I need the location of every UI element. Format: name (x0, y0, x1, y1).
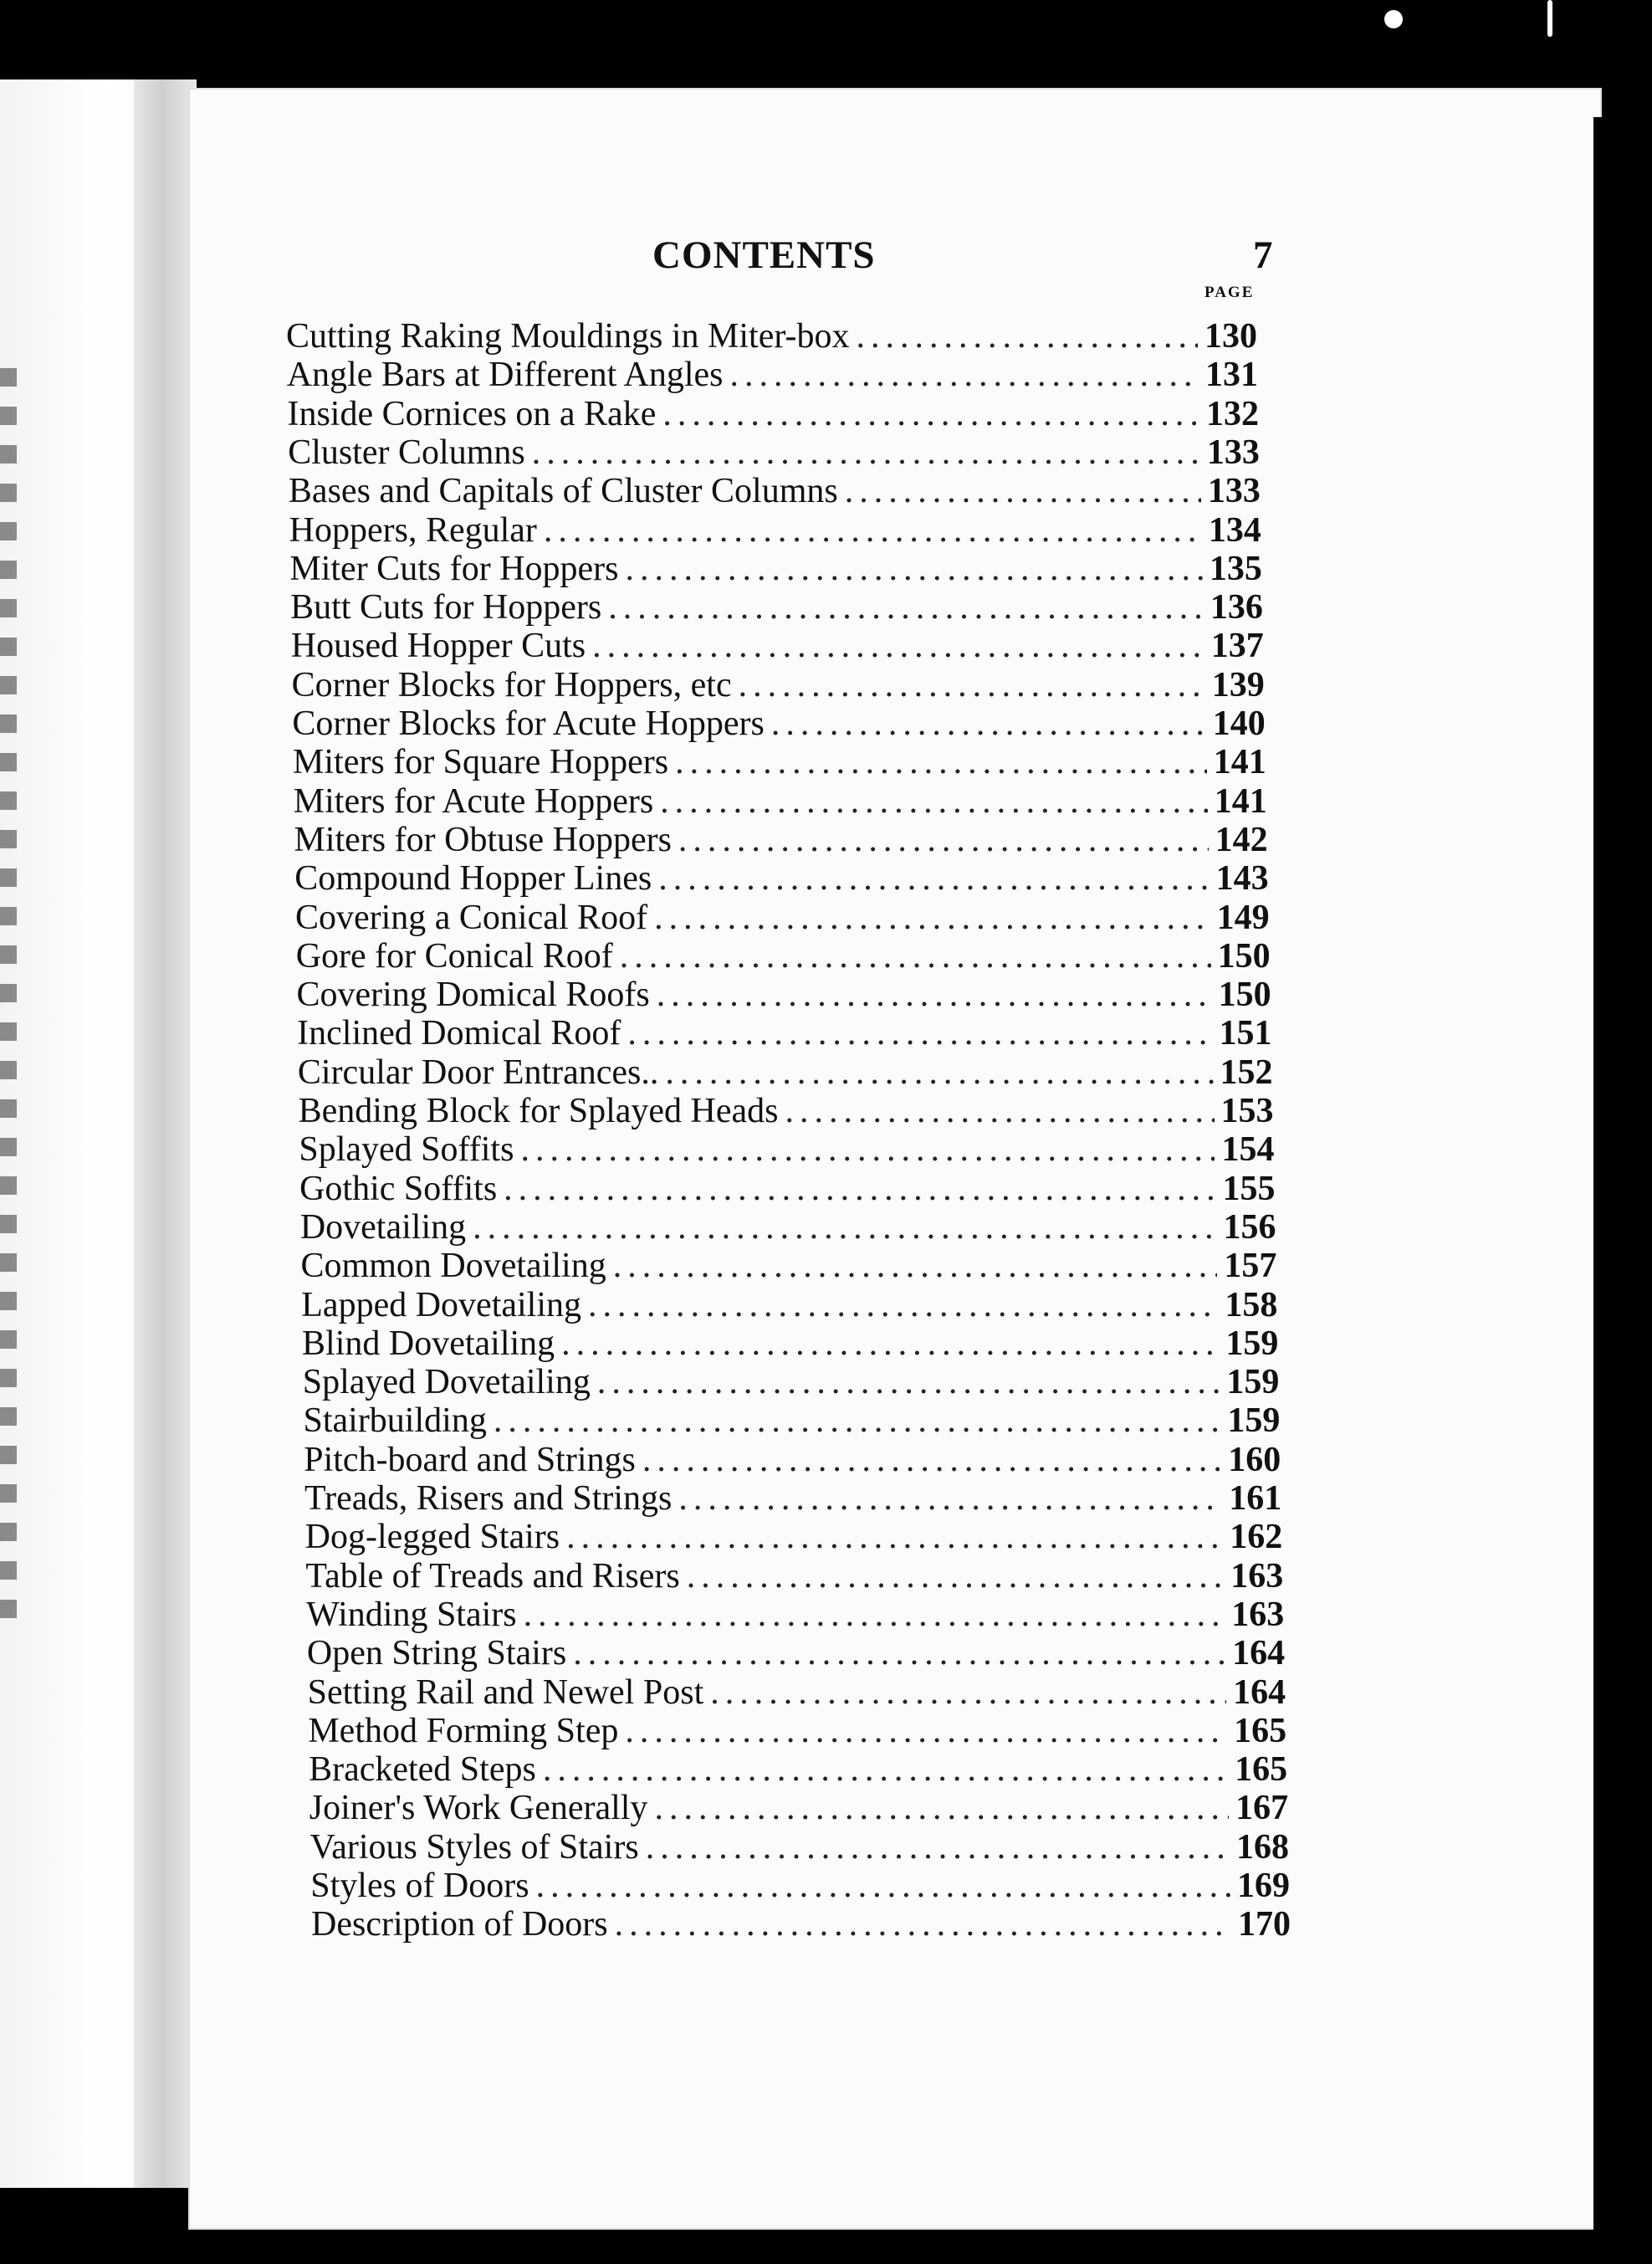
dot-leader (520, 1129, 1215, 1170)
dot-leader (660, 781, 1208, 822)
toc-entry (295, 898, 1272, 936)
toc-entry-page: 163 (1230, 1556, 1284, 1596)
toc-entry-page: 167 (1235, 1789, 1289, 1828)
toc-entry-title: Lapped Dovetailing (301, 1285, 582, 1324)
dot-leader (654, 1788, 1229, 1828)
toc-entry-title: Miter Cuts for Hoppers (289, 549, 619, 588)
dot-leader (494, 1401, 1220, 1441)
dot-leader (588, 1285, 1218, 1325)
dot-leader (566, 1517, 1223, 1557)
toc-entry (292, 665, 1267, 704)
toc-entry-title: Splayed Dovetailing (302, 1363, 591, 1402)
toc-entry-page: 165 (1234, 1711, 1287, 1750)
toc-entry (296, 936, 1273, 975)
facing-page-text-edge (0, 368, 17, 1623)
toc-entry (305, 1517, 1286, 1555)
toc-entry (303, 1362, 1282, 1401)
toc-entry-title: Inclined Domical Roof (297, 1014, 621, 1053)
toc-entry-page: 149 (1216, 898, 1270, 937)
toc-entry-page: 165 (1235, 1750, 1288, 1790)
dot-leader (597, 1362, 1220, 1402)
dot-leader (665, 1053, 1213, 1093)
toc-entry-title: Stairbuilding (303, 1401, 487, 1441)
toc-entry (299, 1169, 1277, 1207)
dot-leader (687, 1556, 1224, 1596)
toc-entry-page: 159 (1226, 1363, 1280, 1402)
toc-entry-page: 161 (1229, 1479, 1282, 1518)
toc-entry-page: 159 (1227, 1401, 1281, 1441)
toc-entry-page: 136 (1210, 588, 1263, 627)
dust-speck (1547, 0, 1552, 37)
toc-entry-title: Treads, Risers and Strings (304, 1479, 673, 1518)
toc-entry-page: 153 (1220, 1092, 1274, 1130)
running-head (0, 233, 1652, 283)
toc-entry-page: 140 (1212, 704, 1266, 743)
toc-entry (293, 742, 1269, 781)
dot-leader (678, 1478, 1222, 1519)
toc-entry (289, 549, 1264, 587)
toc-entry-title: Circular Door Entrances.. (297, 1053, 659, 1092)
toc-entry-page: 139 (1211, 665, 1265, 704)
dot-leader (627, 1013, 1212, 1053)
toc-entry (300, 1207, 1279, 1246)
toc-entry-title: Inside Cornices on a Rake (287, 394, 657, 433)
toc-entry (304, 1478, 1284, 1517)
toc-entry-title: Covering Domical Roofs (296, 976, 650, 1015)
dot-leader (654, 898, 1210, 938)
toc-entry-title: Housed Hopper Cuts (290, 627, 586, 666)
toc-entry-title: Common Dovetailing (300, 1247, 606, 1286)
dot-leader (626, 549, 1203, 589)
toc-entry (289, 510, 1264, 549)
dot-leader (620, 936, 1211, 976)
dot-leader (544, 510, 1202, 551)
toc-entry-page: 132 (1205, 394, 1259, 433)
toc-entry-title: Winding Stairs (306, 1595, 517, 1634)
toc-entry (311, 1904, 1293, 1943)
toc-entry (309, 1788, 1291, 1826)
toc-entry-page: 156 (1223, 1207, 1276, 1247)
toc-entry (289, 471, 1263, 510)
toc-entry-page: 137 (1210, 627, 1264, 666)
toc-entry (307, 1633, 1287, 1672)
toc-entry (304, 1440, 1283, 1478)
toc-entry (294, 820, 1271, 858)
toc-entry-title: Dog-legged Stairs (304, 1518, 560, 1557)
page-title: CONTENTS (652, 233, 876, 277)
toc-entry-page: 141 (1213, 743, 1266, 782)
toc-entry-title: Miters for Acute Hoppers (293, 781, 654, 821)
toc-entry (309, 1749, 1290, 1788)
dot-leader (678, 820, 1209, 860)
toc-entry-page: 131 (1204, 356, 1258, 395)
toc-entry (290, 587, 1266, 626)
toc-entry-title: Hoppers, Regular (289, 510, 537, 550)
dot-leader (710, 1672, 1226, 1713)
toc-entry-title: Miters for Square Hoppers (293, 743, 669, 782)
toc-entry (302, 1324, 1281, 1362)
toc-entry-page: 141 (1214, 781, 1267, 821)
toc-entry-page: 168 (1236, 1827, 1290, 1867)
dot-leader (504, 1169, 1215, 1209)
toc-entry-title: Setting Rail and Newel Post (307, 1672, 704, 1712)
toc-entry-page: 155 (1222, 1169, 1276, 1208)
toc-entry-title: Blind Dovetailing (302, 1324, 555, 1363)
toc-entry (288, 433, 1262, 471)
toc-entry (299, 1129, 1276, 1168)
dot-leader (658, 858, 1209, 899)
book-gutter (134, 79, 197, 2188)
toc-entry (308, 1672, 1289, 1711)
toc-entry (297, 1013, 1274, 1052)
dot-leader (785, 1091, 1215, 1131)
dot-leader (536, 1866, 1230, 1906)
toc-entry (287, 355, 1261, 393)
toc-entry-title: Cluster Columns (288, 433, 525, 472)
toc-entry (303, 1401, 1282, 1439)
toc-entry (310, 1827, 1292, 1866)
toc-entry-title: Gore for Conical Roof (295, 936, 613, 976)
toc-entry-title: Table of Treads and Risers (305, 1556, 680, 1596)
toc-entry-title: Covering a Conical Roof (294, 898, 648, 937)
dot-leader (675, 742, 1207, 782)
dot-leader (543, 1749, 1228, 1790)
toc-entry-title: Bracketed Steps (309, 1750, 536, 1790)
page-column-label: PAGE (1204, 284, 1255, 301)
dot-leader (561, 1324, 1219, 1364)
dot-leader (845, 471, 1201, 511)
toc-entry (291, 626, 1266, 664)
dot-leader (592, 626, 1204, 666)
toc-entry-title: Butt Cuts for Hoppers (290, 588, 602, 627)
dot-leader (857, 316, 1199, 356)
toc-entry-title: Compound Hopper Lines (294, 859, 652, 899)
dust-speck (1384, 10, 1403, 28)
toc-entry (301, 1246, 1280, 1284)
toc-entry-page: 160 (1228, 1440, 1281, 1479)
toc-entry-title: Styles of Doors (310, 1867, 529, 1905)
toc-entry (292, 704, 1267, 742)
toc-entry-title: Corner Blocks for Hoppers, etc (291, 665, 732, 704)
toc-entry (286, 316, 1260, 355)
dot-leader (613, 1246, 1218, 1286)
toc-entry-page: 135 (1209, 549, 1262, 588)
toc-entry-page: 143 (1215, 859, 1269, 899)
dot-leader (615, 1904, 1231, 1944)
toc-entry (305, 1556, 1286, 1595)
dot-leader (625, 1711, 1227, 1751)
dot-leader (657, 975, 1212, 1015)
dot-leader (662, 394, 1199, 434)
right-border (1593, 117, 1652, 2264)
dot-leader (646, 1827, 1230, 1867)
toc-entry-page: 164 (1232, 1634, 1286, 1673)
toc-entry-page: 162 (1230, 1518, 1283, 1557)
toc-entry-title: Angle Bars at Different Angles (286, 356, 724, 395)
toc-entry-title: Joiner's Work Generally (309, 1789, 648, 1828)
toc-entry-page: 134 (1208, 510, 1261, 550)
toc-entry (301, 1285, 1280, 1324)
toc-entry-title: Miters for Obtuse Hoppers (294, 820, 672, 859)
toc-entry-page: 150 (1218, 976, 1271, 1015)
toc-entry (298, 1053, 1276, 1091)
dot-leader (532, 433, 1200, 473)
toc-entry-title: Description of Doors (311, 1905, 608, 1944)
toc-entry-page: 133 (1206, 433, 1260, 472)
toc-entry-title: Gothic Soffits (299, 1169, 498, 1208)
toc-entry (299, 1091, 1276, 1129)
toc-entry (287, 394, 1261, 433)
toc-entry (296, 975, 1273, 1013)
dot-leader (473, 1207, 1216, 1247)
toc-entry-title: Various Styles of Stairs (309, 1827, 639, 1867)
toc-entry-page: 152 (1220, 1053, 1273, 1092)
dot-leader (573, 1633, 1225, 1673)
toc-entry-page: 159 (1225, 1324, 1279, 1363)
toc-entry-page: 130 (1204, 317, 1257, 356)
toc-entry-page: 170 (1238, 1905, 1291, 1944)
toc-entry-page: 151 (1219, 1014, 1272, 1053)
toc-entry-title: Pitch-board and Strings (304, 1440, 636, 1479)
dot-leader (524, 1595, 1225, 1635)
toc-entry-page: 154 (1221, 1130, 1275, 1170)
toc-entry-page: 133 (1207, 472, 1261, 511)
toc-entry-page: 157 (1224, 1247, 1277, 1286)
toc-entry-page: 150 (1217, 936, 1271, 976)
dot-leader (642, 1440, 1221, 1480)
toc-entry (294, 781, 1270, 820)
toc-entry-title: Open String Stairs (306, 1634, 567, 1673)
toc-entry-title: Bases and Capitals of Cluster Columns (288, 472, 838, 511)
dot-leader (729, 355, 1198, 395)
toc-entry-title: Method Forming Step (308, 1711, 619, 1750)
toc-entry-title: Bending Block for Splayed Heads (298, 1092, 779, 1130)
toc-entry-title: Cutting Raking Mouldings in Miter-box (286, 317, 850, 356)
toc-entry-title: Corner Blocks for Acute Hoppers (292, 704, 765, 743)
toc-entry (310, 1866, 1292, 1904)
page-number: 7 (1253, 233, 1273, 277)
toc-entry-title: Dovetailing (299, 1207, 467, 1247)
dot-leader (739, 665, 1205, 705)
toc-entry-page: 164 (1233, 1672, 1286, 1712)
toc-entry (308, 1711, 1289, 1749)
dot-leader (771, 704, 1206, 744)
toc-entry-title: Splayed Soffits (299, 1130, 514, 1170)
toc-entry-page: 169 (1237, 1867, 1291, 1905)
toc-entry (306, 1595, 1286, 1633)
toc-entry-page: 158 (1225, 1285, 1278, 1324)
toc-entry (294, 858, 1271, 897)
dot-leader (608, 587, 1204, 627)
toc-entry-page: 163 (1231, 1595, 1285, 1634)
toc-entry-page: 142 (1215, 820, 1268, 859)
